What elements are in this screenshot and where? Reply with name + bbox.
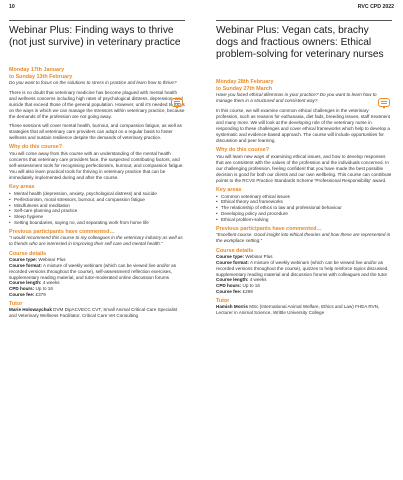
detail-row: Course fee: £379	[9, 292, 46, 298]
list-item: • Mental health (depression, anxiety, psychological distress) and suicide	[9, 191, 185, 197]
page-header	[0, 4, 403, 14]
speech-bubble-icon	[171, 98, 183, 107]
section-heading: Course details	[216, 247, 254, 254]
section-heading: Key areas	[216, 186, 242, 193]
course-title: Webinar Plus: Finding ways to thrive (not just survive) in veterinary practice	[9, 25, 181, 48]
section-heading: Previous participants have commented…	[216, 225, 322, 232]
course-intro: Do you want to focus on the solutions to stress in practice and learn how to thrive?	[9, 80, 177, 86]
course-column-thrive	[9, 20, 185, 319]
detail-row: Course format: A mixture of weekly webinars (which can be viewed live and/or as recorded versions throughout the course), quizzes to help reinforce topics discussed, supplementary reading material and discussion forums with colleagues and the tutor	[216, 259, 389, 277]
course-details	[216, 254, 392, 295]
course-title: Webinar Plus: Vegan cats, brachy dogs and fractious owners: Ethical problem-solving for veterinary nurses	[216, 25, 384, 60]
date-start: Monday 17th January	[9, 67, 65, 73]
section-heading: Key areas	[9, 184, 35, 191]
participant-quote: "Excellent course. Good insight into ethical theories and how these are represented in the workplace setting."	[216, 232, 391, 244]
detail-row: Course length: 4 weeks	[9, 280, 60, 286]
list-item: • Setting boundaries, saying no, and separating work from home life	[9, 220, 185, 226]
tutor-info: Hamish Morris MSc (International Animal Welfare, Ethics and Law) FHEA RVN, Lecturer in Animal Science, Writtle University College	[216, 304, 380, 316]
why-text: You will come away from this course with an understanding of the mental health concerns that veterinary care providers face, the suspected contributing factors, and self-assessment tools for recognising perfectionism, burnout, and compassion fatigue. You will also learn practical tools for thriving in veterinary practice that can be immediately implemented during and after the course.	[9, 150, 184, 180]
course-dates	[216, 79, 392, 92]
list-item: • Developing policy and procedure	[216, 211, 392, 217]
section-heading: Previous participants have commented…	[9, 228, 115, 235]
key-areas-list	[9, 191, 185, 226]
column-rule	[216, 20, 392, 21]
detail-row: CPD hours: Up to 16	[216, 283, 260, 289]
detail-row: Course format: A mixture of weekly webinars (which can be viewed live and/or as recorded versions throughout the course), self-assessment/ reflection exercises, supplementary reading material, and tutor-moderated online discussion forums	[9, 263, 176, 280]
list-item: • Perfectionism, moral stressors, burnout, and compassion fatigue	[9, 197, 185, 203]
speech-bubble-icon	[378, 98, 390, 107]
list-item: • Self-care planning and practice	[9, 208, 185, 214]
section-heading: Tutor	[216, 297, 230, 304]
detail-row: Course fee: £299	[216, 288, 253, 294]
why-text: You will learn new ways of examining ethical issues, and how to develop responses that are consistent with the values of the profession and the individuals concerned. In our challenging profession, feeling confident that you have made the best possible decision is good for both our clients and our own wellbeing. This course can contribute points to the RCVS Practice Standards Scheme 'Professional Responsibility' award.	[216, 153, 392, 183]
section-heading: Why do this course?	[9, 144, 63, 151]
key-areas-list	[216, 194, 392, 223]
page-number: 10	[9, 4, 15, 10]
course-details	[9, 257, 185, 298]
date-end: to Sunday 13th February	[9, 73, 73, 80]
detail-row: Course type: Webinar Plus	[216, 254, 273, 260]
course-dates	[9, 67, 185, 80]
list-item: • The relationship of ethics to law and professional behaviour	[216, 205, 392, 211]
detail-row: CPD hours: Up to 16	[9, 286, 53, 292]
column-rule	[9, 20, 185, 21]
tutor-info: Marie Holowaychuk DVM DipACVECC CVT, Small Animal Critical Care Specialist and Veterinary Wellness Facilitator, Critical Care Vet Consulting	[9, 307, 178, 319]
detail-row: Course length: 4 weeks	[216, 277, 267, 283]
course-intro: Have you faced ethical dilemmas in your practice? Do you want to learn how to manage them in a structured and consistent way?	[216, 92, 377, 104]
list-item: • Mindfulness and meditation	[9, 203, 185, 209]
section-heading: Why do this course?	[216, 146, 270, 153]
list-item: • Sleep hygiene	[9, 214, 185, 220]
course-body: In this course, we will examine common ethical challenges in the veterinary profession, such as reasons for euthanasia, diet fads, breeding issues, staff treatment and many more. We will look at the developing role of the veterinary nurse in responding to these challenges and cover ethical frameworks which help to develop a systematic and evidence-based approach. The course will include opportunities for discussion and peer learning.	[216, 107, 391, 143]
list-item: • Ethical problem-solving	[216, 217, 392, 223]
detail-row: Course type: Webinar Plus	[9, 257, 66, 263]
list-item: • Common veterinary ethical issues	[216, 194, 392, 200]
section-heading: Tutor	[9, 300, 23, 307]
running-head: RVC CPD 2022	[357, 4, 394, 10]
date-start: Monday 28th February	[216, 79, 274, 85]
section-heading: Course details	[9, 250, 47, 257]
list-item: • Ethical theory and frameworks	[216, 199, 392, 205]
date-end: to Sunday 27th March	[216, 85, 273, 92]
course-column-ethics	[216, 20, 392, 316]
participant-quote: "I would recommend this course to my colleagues in the veterinary industry as well as to friends who are interested in improving their self care and mental health."	[9, 235, 183, 247]
course-body: These sessions will cover mental health, burnout, and compassion fatigue, as well as strategies that all veterinary care providers can adopt on a regular basis to foster wellness and sustain resilience despite the demands of veterinary practice.	[9, 122, 182, 140]
course-body: There is no doubt that veterinary medicine has become plagued with mental health and wellness concerns including high rates of psychological distress, depression, and suicide that exceed those of the general population. However, until it's needed to focus on the ways in which we can manage the stressors within veterinary practice, because the demands of the profession are not going away.	[9, 89, 185, 119]
